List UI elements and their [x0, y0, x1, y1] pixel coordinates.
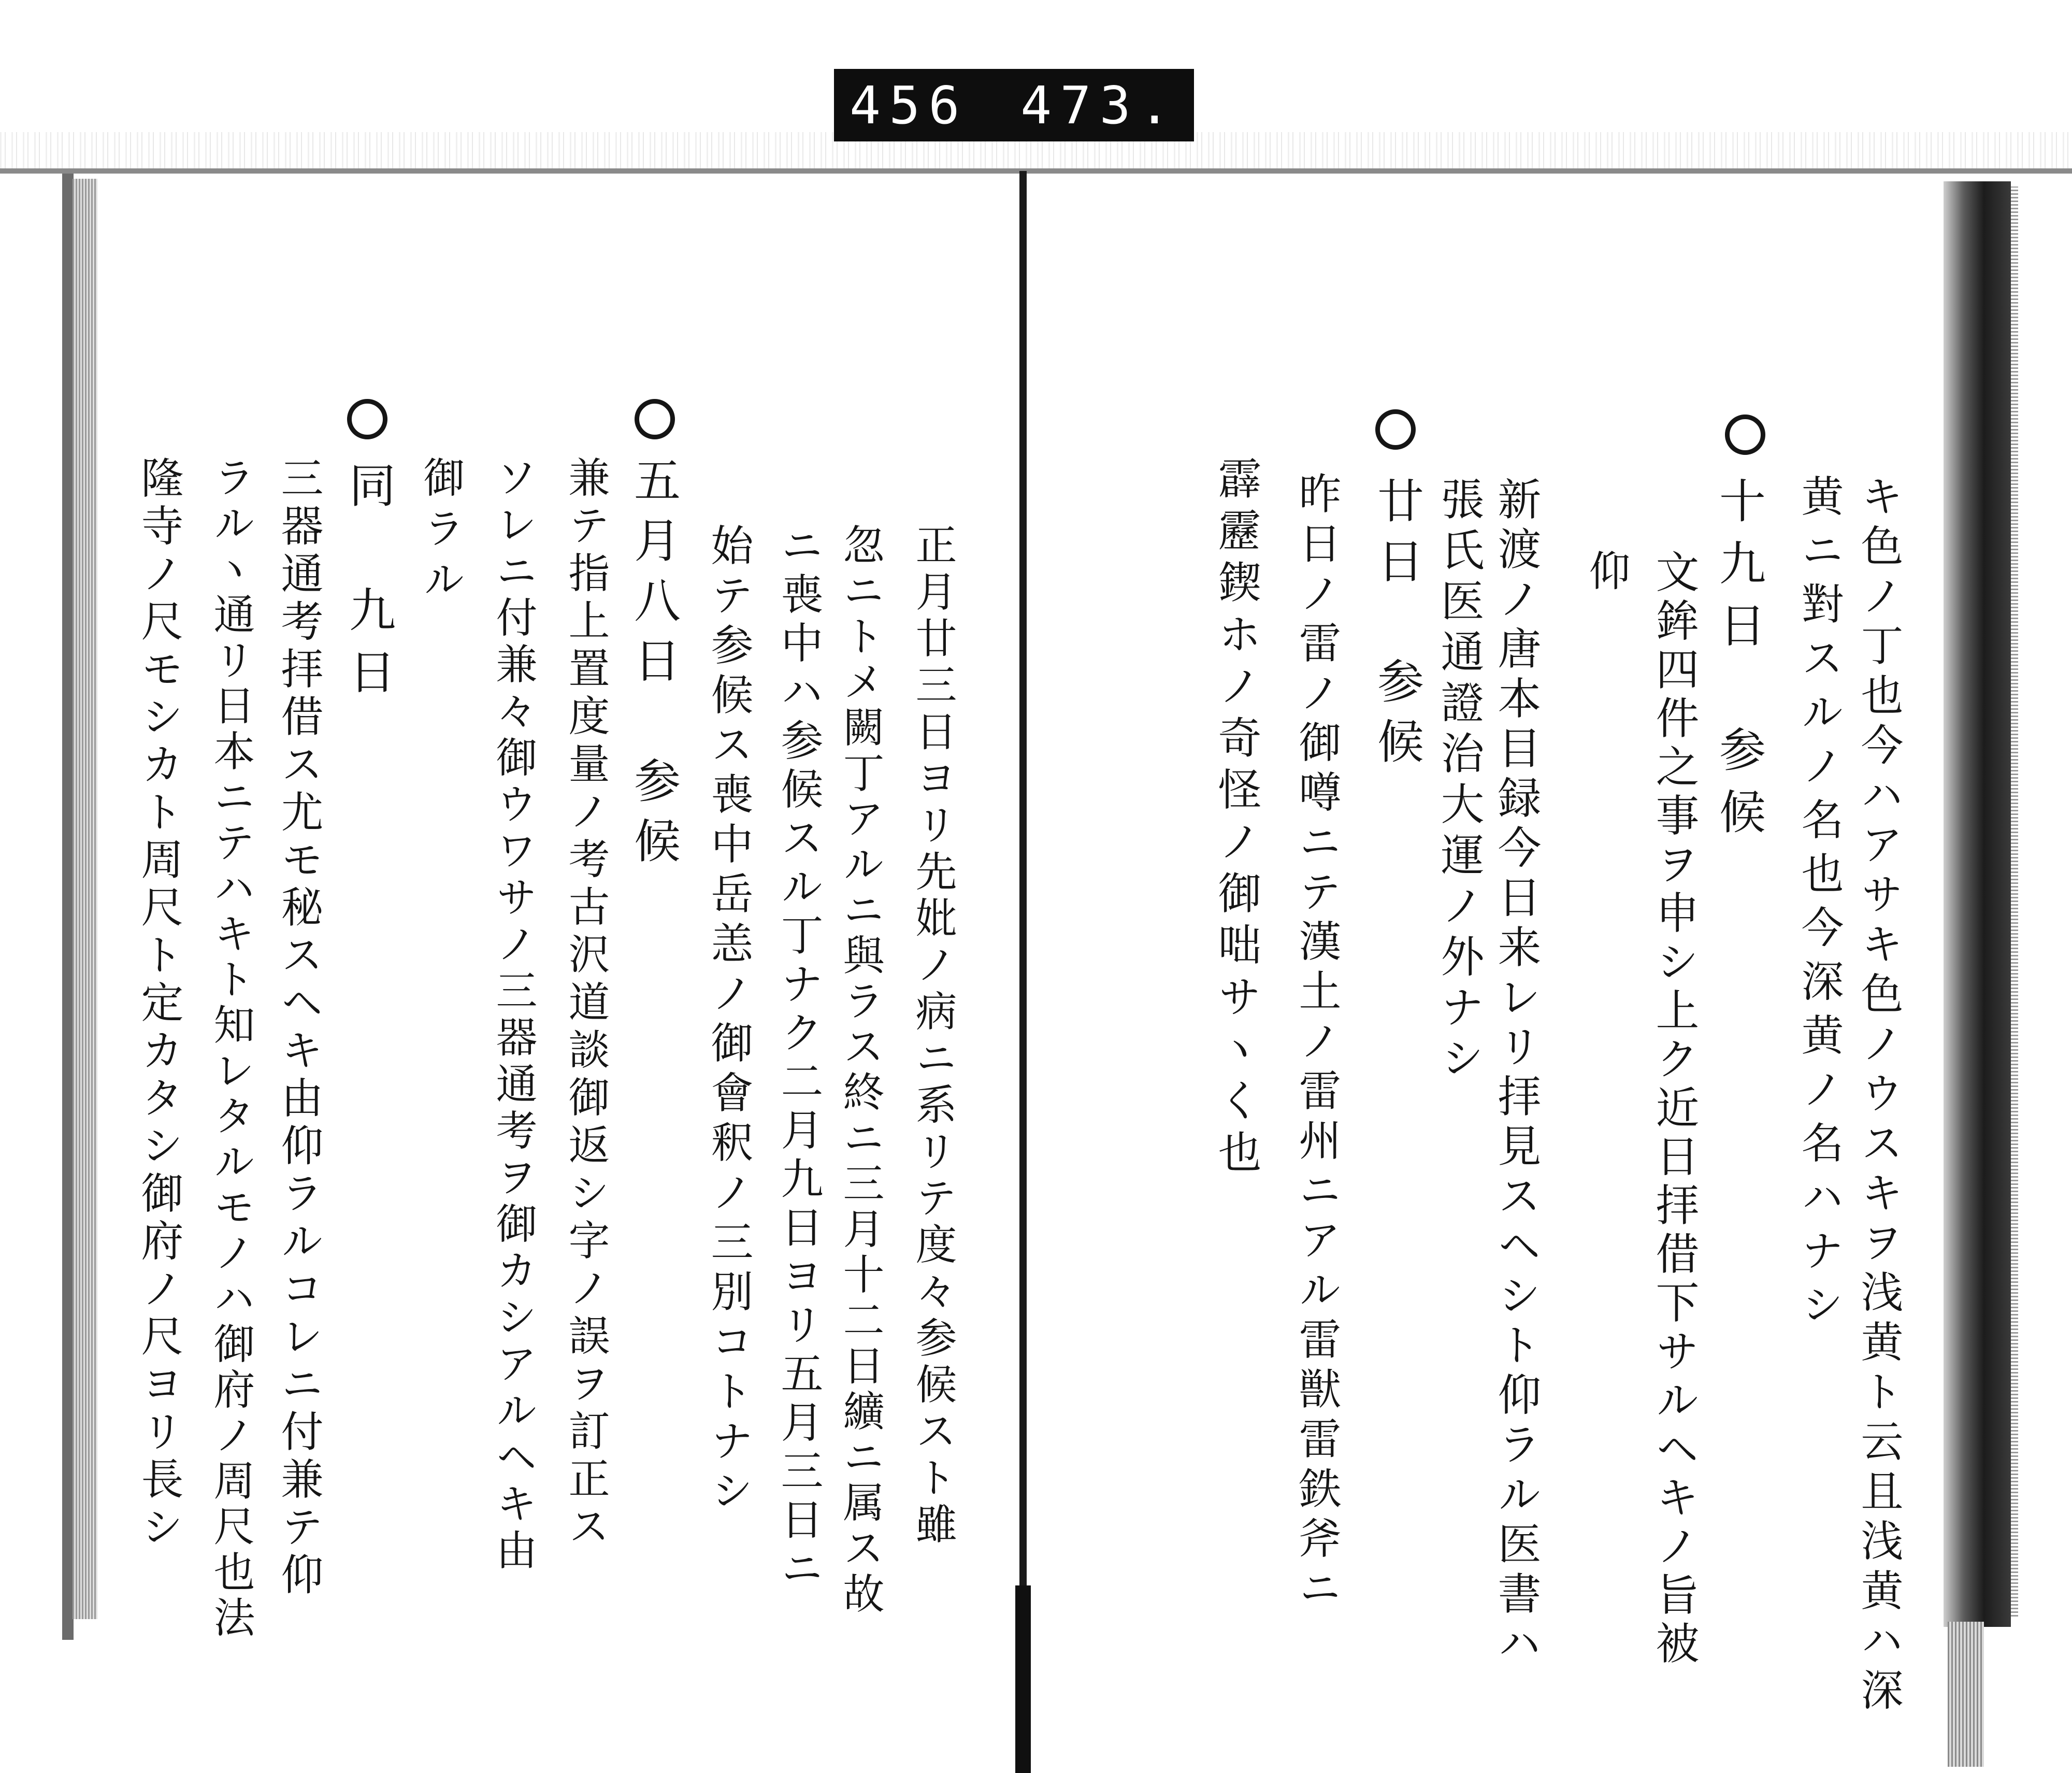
text-column: 三器通考拝借ス尤モ秘スヘキ由仰ラルコレニ付兼テ仰 [274, 456, 323, 1600]
right-page-edge [1944, 181, 2011, 1627]
entry-circle-marker [1375, 409, 1416, 450]
entry-circle-marker [635, 399, 675, 439]
text-column: 兼テ指上置度量ノ考古沢道談御返シ字ノ誤ヲ訂正ス [562, 456, 610, 1552]
entry-heading: 同 九日 [341, 461, 395, 710]
entry-heading: 十九日 参候 [1711, 477, 1765, 850]
left-page-edge [73, 179, 97, 1619]
text-column: ソレニ付兼々御ウワサノ三器通考ヲ御カシアルヘキ由 [489, 456, 537, 1575]
text-column: 文鉾四件之事ヲ申シ上ク近日拝借下サルヘキノ旨被 [1649, 549, 1700, 1669]
book-top-edge [0, 168, 2072, 174]
label-number-left: 456 [850, 75, 968, 136]
text-column: 張氏医通證治大運ノ外ナシ [1434, 477, 1485, 1086]
text-column: 仰 [1582, 549, 1630, 600]
text-column: 昨日ノ雷ノ御噂ニテ漢土ノ雷州ニアル雷獣雷鉄斧ニ [1292, 471, 1341, 1615]
text-column: 始テ参候ス喪中岳恙ノ御會釈ノ三別コトナシ [704, 523, 753, 1518]
text-column: 霹靂鍥ホノ奇怪ノ御咄サヽく也 [1211, 456, 1262, 1181]
page-stack-bottom [1948, 1622, 1984, 1767]
text-column: 忽ニトメ闕丁アルニ與ラス終ニ三月十二日纊ニ属ス故 [836, 523, 884, 1618]
label-number-right: 473. [1020, 75, 1178, 136]
text-column: 隆寺ノ尺モシカト周尺ト定カタシ御府ノ尺ヨリ長シ [134, 456, 183, 1552]
archive-label [834, 69, 1194, 141]
text-column: 新渡ノ唐本目録今日来レリ拝見スヘシト仰ラル医書ハ [1491, 477, 1542, 1670]
text-column: ラルヽ通リ日本ニテハキト知レタルモノハ御府ノ周尺也法 [207, 456, 255, 1641]
text-column: 御ラル [416, 456, 465, 608]
entry-circle-marker [347, 399, 387, 439]
text-column: 正月廿三日ヨリ先妣ノ病ニ系リテ度々参候スト雖 [909, 523, 957, 1549]
text-column: 黄ニ對スルノ名也今深黄ノ名ハナシ [1794, 474, 1844, 1336]
text-column: キ色ノ丁也今ハアサキ色ノウスキヲ浅黄ト云且浅黄ハ深 [1854, 474, 1903, 1718]
entry-circle-marker [1725, 414, 1765, 455]
page-stack-lines [2011, 187, 2018, 1617]
book-gutter [1019, 171, 1027, 1773]
text-column: ニ喪中ハ参候スル丁ナク二月九日ヨリ五月三日ニ [774, 523, 823, 1595]
entry-heading: 五月八日 参候 [626, 456, 680, 877]
entry-heading: 廿日 参候 [1369, 477, 1423, 777]
book-gutter-bottom [1015, 1585, 1031, 1773]
